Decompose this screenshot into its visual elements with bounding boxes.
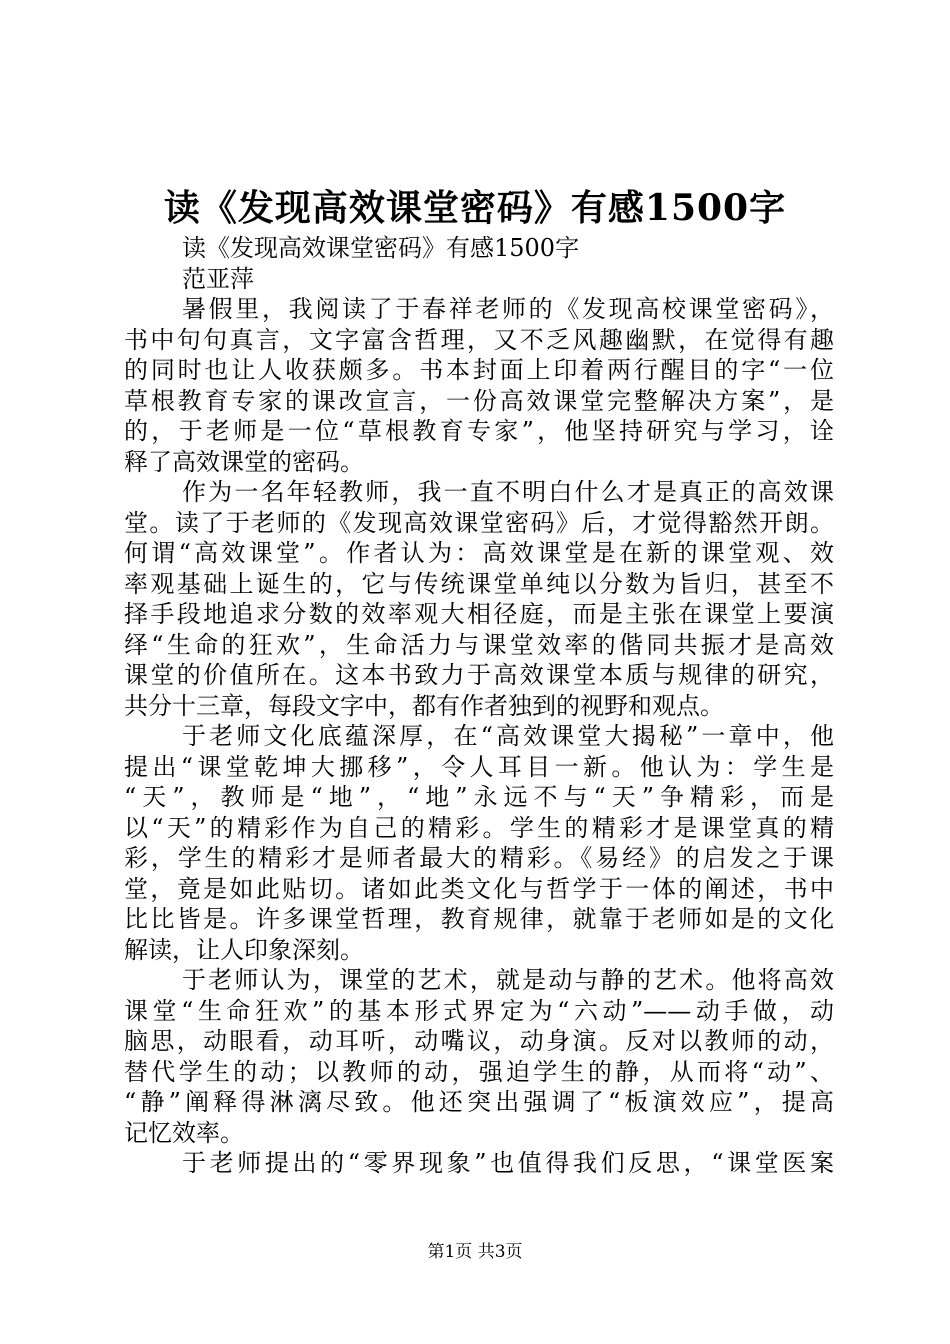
text-line: 以“天”的精彩作为自己的精彩。学生的精彩才是课堂真的精 <box>124 813 834 842</box>
text-line: 草根教育专家的课改宣言，一份高效课堂完整解决方案”，是 <box>124 386 834 415</box>
text-line: 何谓“高效课堂”。作者认为：高效课堂是在新的课堂观、效 <box>124 539 834 567</box>
text-line: 于老师认为，课堂的艺术，就是动与静的艺术。他将高效 <box>182 966 834 994</box>
text-line: 比比皆是。许多课堂哲理，教育规律，就靠于老师如是的文化 <box>124 905 834 933</box>
text-line: 于老师文化底蕴深厚，在“高效课堂大揭秘”一章中，他 <box>182 722 834 750</box>
text-line: 暑假里，我阅读了于春祥老师的《发现高校课堂密码》， <box>182 295 834 323</box>
text-line: 书中句句真言，文字富含哲理，又不乏风趣幽默，在觉得有趣 <box>124 325 834 354</box>
subtitle: 读《发现高效课堂密码》有感1500字 <box>182 234 580 262</box>
author-name: 范亚萍 <box>182 264 254 293</box>
page-title: 读《发现高效课堂密码》有感1500字 <box>163 187 787 229</box>
text-line: 课堂的价值所在。这本书致力于高效课堂本质与规律的研究， <box>124 661 834 689</box>
text-line: 彩，学生的精彩才是师者最大的精彩。《易经》的启发之于课 <box>124 844 834 872</box>
paragraph-5 <box>124 1148 834 1179</box>
text-line: 择手段地追求分数的效率观大相径庭，而是主张在课堂上要演 <box>124 600 834 628</box>
text-line: 替代学生的动；以教师的动，强迫学生的静，从而将“动”、 <box>124 1057 834 1086</box>
text-line: 解读，让人印象深刻。 <box>124 935 364 964</box>
text-line: 绎“生命的狂欢”，生命活力与课堂效率的偕同共振才是高效 <box>124 630 834 659</box>
text-line: 率观基础上诞生的，它与传统课堂单纯以分数为旨归，甚至不 <box>124 569 834 598</box>
paragraph-1 <box>124 294 834 477</box>
text-line: 作为一名年轻教师，我一直不明白什么才是真正的高效课 <box>182 478 834 506</box>
paragraph-2 <box>124 477 834 721</box>
text-line: “静”阐释得淋漓尽致。他还突出强调了“板演效应”，提高 <box>124 1088 834 1116</box>
text-line: 释了高效课堂的密码。 <box>124 447 364 476</box>
paragraph-3 <box>124 721 834 965</box>
text-line: 的同时也让人收获颇多。书本封面上印着两行醒目的字“一位 <box>124 356 834 384</box>
text-line: 堂，竟是如此贴切。诸如此类文化与哲学于一体的阐述，书中 <box>124 874 834 903</box>
text-line: 提出“课堂乾坤大挪移”，令人耳目一新。他认为：学生是 <box>124 752 834 781</box>
text-line: 于老师提出的“零界现象”也值得我们反思，“课堂医案 <box>182 1149 834 1177</box>
text-line: 脑思，动眼看，动耳听，动嘴议，动身演。反对以教师的动， <box>124 1027 834 1055</box>
text-line: 记忆效率。 <box>124 1118 244 1147</box>
text-line: 共分十三章，每段文字中，都有作者独到的视野和观点。 <box>124 691 724 720</box>
text-line: 堂。读了于老师的《发现高效课堂密码》后，才觉得豁然开朗。 <box>124 508 834 537</box>
text-line: 的，于老师是一位“草根教育专家”，他坚持研究与学习，诠 <box>124 417 834 445</box>
document-body <box>124 233 834 1179</box>
text-line: “天”，教师是“地”，“地”永远不与“天”争精彩，而是 <box>124 783 834 811</box>
text-line: 课堂“生命狂欢”的基本形式界定为“六动”——动手做，动 <box>124 996 834 1025</box>
paragraph-4 <box>124 965 834 1148</box>
page-number: 第1页 共3页 <box>427 1242 523 1262</box>
